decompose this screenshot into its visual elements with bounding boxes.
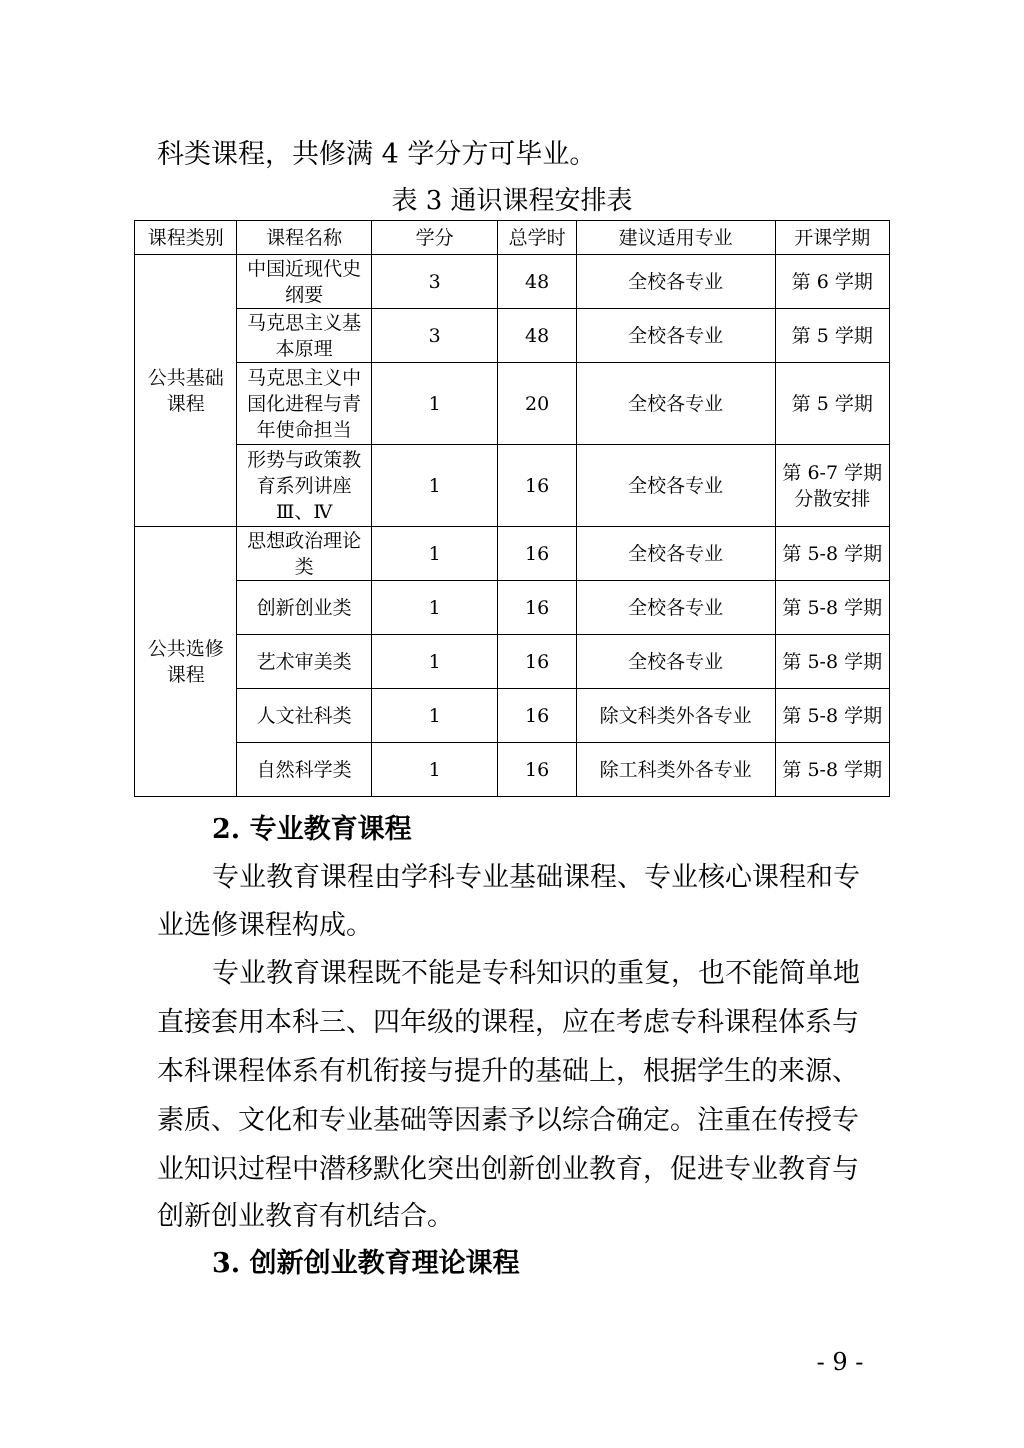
course-name-cell: 马克思主义基本原理 [237,309,372,363]
table-row [135,581,890,635]
paragraph-line: 创新创业教育有机结合。 [157,1201,454,1232]
table-row [135,527,890,581]
table-row [135,445,890,527]
majors-cell: 除工科类外各专业 [576,743,775,797]
credits-cell: 1 [371,743,498,797]
paragraph-line: 业选修课程构成。 [157,910,373,941]
semester-cell: 第 6-7 学期分散安排 [775,445,889,527]
table-row [135,635,890,689]
category-cell: 公共选修课程 [135,527,237,797]
hours-cell: 48 [498,309,576,363]
hours-cell: 16 [498,743,576,797]
section-2-heading: 2. 专业教育课程 [212,814,412,845]
credits-cell: 3 [371,309,498,363]
course-name-cell: 自然科学类 [237,743,372,797]
header-category: 课程类别 [135,221,237,255]
semester-cell: 第 6 学期 [775,255,889,309]
paragraph-line: 素质、文化和专业基础等因素予以综合确定。注重在传授专 [157,1105,859,1136]
paragraph-line: 专业教育课程由学科专业基础课程、专业核心课程和专 [212,862,860,893]
table-caption: 表 3 通识课程安排表 [391,186,633,216]
semester-cell: 第 5 学期 [775,363,889,445]
table-row [135,743,890,797]
majors-cell: 全校各专业 [576,309,775,363]
credits-cell: 1 [371,527,498,581]
course-name-cell: 形势与政策教育系列讲座Ⅲ、Ⅳ [237,445,372,527]
credits-cell: 1 [371,689,498,743]
majors-cell: 全校各专业 [576,255,775,309]
hours-cell: 20 [498,363,576,445]
course-schedule-table [134,220,890,797]
hours-cell: 16 [498,689,576,743]
category-cell: 公共基础课程 [135,255,237,527]
paragraph-line: 业知识过程中潜移默化突出创新创业教育，促进专业教育与 [157,1154,859,1185]
semester-cell: 第 5-8 学期 [775,581,889,635]
majors-cell: 全校各专业 [576,581,775,635]
semester-cell: 第 5-8 学期 [775,689,889,743]
section-3-heading: 3. 创新创业教育理论课程 [212,1248,520,1279]
semester-cell: 第 5 学期 [775,309,889,363]
header-course-name: 课程名称 [237,221,372,255]
header-credits: 学分 [371,221,498,255]
page-number: - 9 - [816,1348,864,1376]
hours-cell: 16 [498,581,576,635]
paragraph-line: 专业教育课程既不能是专科知识的重复，也不能简单地 [212,958,860,989]
header-semester: 开课学期 [775,221,889,255]
credits-cell: 1 [371,445,498,527]
header-majors: 建议适用专业 [576,221,775,255]
course-name-cell: 创新创业类 [237,581,372,635]
course-name-cell: 思想政治理论类 [237,527,372,581]
semester-cell: 第 5-8 学期 [775,743,889,797]
majors-cell: 全校各专业 [576,527,775,581]
majors-cell: 全校各专业 [576,635,775,689]
majors-cell: 全校各专业 [576,363,775,445]
paragraph-line: 直接套用本科三、四年级的课程，应在考虑专科课程体系与 [157,1007,859,1038]
hours-cell: 48 [498,255,576,309]
table-row [135,363,890,445]
table-row [135,689,890,743]
majors-cell: 除文科类外各专业 [576,689,775,743]
credits-cell: 1 [371,363,498,445]
hours-cell: 16 [498,527,576,581]
header-hours: 总学时 [498,221,576,255]
paragraph-line: 本科课程体系有机衔接与提升的基础上，根据学生的来源、 [157,1056,859,1087]
hours-cell: 16 [498,445,576,527]
course-name-cell: 中国近现代史纲要 [237,255,372,309]
course-name-cell: 人文社科类 [237,689,372,743]
credits-cell: 3 [371,255,498,309]
table-row [135,309,890,363]
table-header-row [135,221,890,255]
intro-text: 科类课程，共修满 4 学分方可毕业。 [157,139,597,170]
semester-cell: 第 5-8 学期 [775,527,889,581]
credits-cell: 1 [371,635,498,689]
hours-cell: 16 [498,635,576,689]
course-name-cell: 艺术审美类 [237,635,372,689]
majors-cell: 全校各专业 [576,445,775,527]
table-row [135,255,890,309]
credits-cell: 1 [371,581,498,635]
course-name-cell: 马克思主义中国化进程与青年使命担当 [237,363,372,445]
semester-cell: 第 5-8 学期 [775,635,889,689]
